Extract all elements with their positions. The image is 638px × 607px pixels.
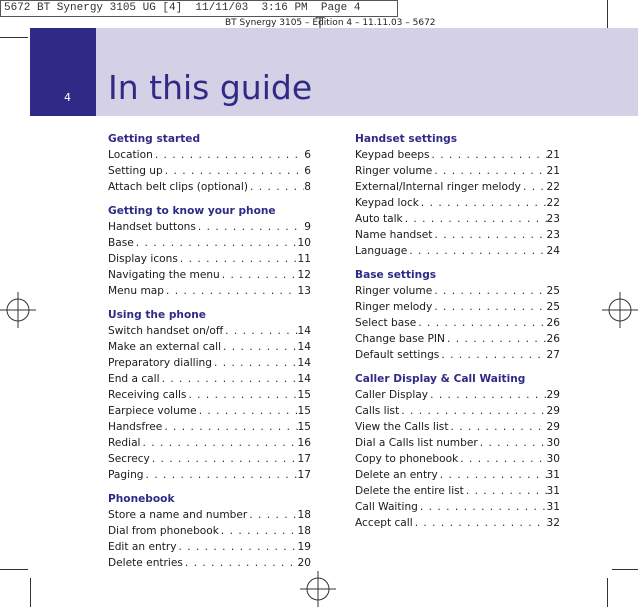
registration-mark-right-icon [602,292,638,328]
toc-entry[interactable] [355,499,560,515]
leader-dots [197,403,298,419]
toc-entry[interactable] [108,451,311,467]
toc-entry[interactable] [355,227,560,243]
toc-entry-label: Keypad beeps [355,149,430,161]
toc-entry[interactable] [108,555,311,571]
toc-entry-page: 29 [546,405,560,417]
toc-entry-page: 21 [546,149,560,161]
toc-entry[interactable] [355,435,560,451]
toc-entry-page: 26 [546,333,560,345]
toc-entry[interactable] [108,387,311,403]
toc-entry[interactable] [108,435,311,451]
toc-entry-page: 6 [304,149,311,161]
section-title: Caller Display & Call Waiting [355,373,526,385]
toc-entry[interactable] [108,539,311,555]
leader-dots [141,435,298,451]
toc-entry-label: View the Calls list [355,421,449,433]
toc-entry-label: Auto talk [355,213,403,225]
toc-entry-label: Switch handset on/off [108,325,224,337]
section-title: Handset settings [355,133,458,145]
toc-entry-page: 6 [304,165,311,177]
leader-dots [416,315,546,331]
toc-entry[interactable] [355,331,560,347]
toc-entry-label: Calls list [355,405,400,417]
toc-entry-page: 17 [297,469,311,481]
crop-mark-bottom-right-h [612,569,638,570]
toc-entry-page: 11 [297,253,311,265]
toc-entry-label: Handsfree [108,421,163,433]
section-title: Getting started [108,133,201,145]
leader-dots [220,267,298,283]
toc-entry[interactable] [355,163,560,179]
toc-entry[interactable] [355,179,560,195]
crop-mark-bottom-left-h [0,569,28,570]
leader-dots [219,523,298,539]
toc-entry-label: Attach belt clips (optional) [108,181,248,193]
toc-entry-page: 18 [297,509,311,521]
leader-dots [419,195,547,211]
toc-section [355,267,560,363]
toc-entry[interactable] [108,179,311,195]
toc-entry[interactable] [108,283,311,299]
leader-dots [144,467,298,483]
toc-entry-page: 14 [297,341,311,353]
leader-dots [160,371,298,387]
toc-entry-page: 26 [546,317,560,329]
toc-entry[interactable] [108,163,311,179]
toc-entry-label: Dial a Calls list number [355,437,478,449]
edition-line: BT Synergy 3105 – Edition 4 – 11.11.03 – 5672 [225,18,436,28]
toc-entry-label: Base [108,237,134,249]
page-tab [30,28,96,116]
toc-entry-label: Delete entries [108,557,183,569]
toc-entry-page: 24 [546,245,560,257]
toc-entry-label: Paging [108,469,144,481]
toc-entry-label: Receiving calls [108,389,187,401]
page-title: In this guide [108,68,313,107]
leader-dots [399,403,546,419]
toc-entry-label: Change base PIN [355,333,445,345]
leader-dots [178,251,298,267]
toc-entry-page: 14 [297,325,311,337]
toc-entry[interactable] [108,251,311,267]
toc-entry[interactable] [355,515,560,531]
crop-mark-bottom-right-v [607,578,608,607]
toc-entry-page: 20 [297,557,311,569]
leader-dots [432,163,546,179]
toc-entry-page: 17 [297,453,311,465]
toc-entry-page: 14 [297,373,311,385]
toc-entry-label: Menu map [108,285,164,297]
toc-entry[interactable] [108,219,311,235]
leader-dots [458,451,546,467]
toc-entry-page: 29 [546,389,560,401]
toc-entry[interactable] [355,211,560,227]
toc-entry-label: Edit an entry [108,541,177,553]
toc-entry[interactable] [108,355,311,371]
leader-dots [403,211,547,227]
section-title: Using the phone [108,309,206,321]
toc-entry[interactable] [108,147,311,163]
toc-entry[interactable] [355,283,560,299]
toc-entry-label: Caller Display [355,389,429,401]
toc-entry-label: Earpiece volume [108,405,197,417]
toc-entry-label: Preparatory dialling [108,357,212,369]
leader-dots [212,355,298,371]
toc-entry[interactable] [355,483,560,499]
toc-entry-page: 13 [297,285,311,297]
toc-entry-label: Name handset [355,229,433,241]
toc-entry-page: 9 [304,221,311,233]
leader-dots [196,219,304,235]
toc-entry-page: 22 [546,181,560,193]
leader-dots [432,299,546,315]
section-title: Base settings [355,269,437,281]
toc-entry-label: Handset buttons [108,221,196,233]
toc-entry-label: Dial from phonebook [108,525,219,537]
page-number: 4 [64,91,71,104]
toc-entry-page: 15 [297,421,311,433]
toc-section [108,491,311,571]
leader-dots [186,387,297,403]
toc-entry-label: End a call [108,373,160,385]
toc-entry-label: Call Waiting [355,501,418,513]
toc-entry[interactable] [108,419,311,435]
leader-dots [248,179,304,195]
toc-entry-label: Location [108,149,153,161]
toc-entry-page: 21 [546,165,560,177]
toc-entry-label: Accept call [355,517,413,529]
leader-dots [464,483,547,499]
toc-entry-page: 12 [297,269,311,281]
toc-entry[interactable] [355,403,560,419]
leader-dots [407,243,546,259]
toc-entry[interactable] [108,523,311,539]
leader-dots [430,147,547,163]
toc-entry-page: 32 [546,517,560,529]
toc-entry-page: 27 [546,349,560,361]
leader-dots [448,419,546,435]
toc-section [108,203,311,299]
toc-entry-page: 22 [546,197,560,209]
leader-dots [521,179,547,195]
toc-entry-page: 19 [297,541,311,553]
toc-entry-label: Delete the entire list [355,485,464,497]
toc-entry-label: Language [355,245,408,257]
toc-entry[interactable] [108,507,311,523]
print-slug: 5672 BT Synergy 3105 UG [4] 11/11/03 3:16 PM Page 4 [0,0,398,17]
toc-section [108,307,311,483]
toc-entry-page: 18 [297,525,311,537]
section-title: Getting to know your phone [108,205,276,217]
crop-mark-top-right-v [607,0,608,28]
toc-entry-page: 23 [546,229,560,241]
toc-entry-label: Default settings [355,349,440,361]
toc-entry-label: Make an external call [108,341,222,353]
toc-entry[interactable] [108,403,311,419]
toc-section [108,131,311,195]
leader-dots [163,163,305,179]
leader-dots [153,147,304,163]
toc-entry[interactable] [355,419,560,435]
toc-entry[interactable] [355,147,560,163]
toc-entry[interactable] [108,267,311,283]
toc-entry-page: 10 [297,237,311,249]
toc-entry-page: 8 [304,181,311,193]
toc-entry[interactable] [108,323,311,339]
leader-dots [418,499,547,515]
leader-dots [134,235,298,251]
leader-dots [413,515,547,531]
toc-entry-label: Keypad lock [355,197,419,209]
toc-entry[interactable] [355,315,560,331]
contents-left-column [108,131,311,579]
toc-entry-label: Ringer melody [355,301,433,313]
toc-entry-page: 30 [546,453,560,465]
leader-dots [428,387,546,403]
toc-entry-label: Ringer volume [355,165,433,177]
toc-entry[interactable] [355,387,560,403]
registration-mark-left-icon [0,292,36,328]
leader-dots [432,227,546,243]
leader-dots [183,555,298,571]
section-title: Phonebook [108,493,175,505]
toc-entry-page: 29 [546,421,560,433]
leader-dots [438,467,547,483]
toc-entry-label: Copy to phonebook [355,453,459,465]
toc-entry-page: 30 [546,437,560,449]
toc-entry-label: Store a name and number [108,509,248,521]
toc-section [355,371,560,531]
toc-entry[interactable] [108,371,311,387]
toc-entry-page: 14 [297,357,311,369]
toc-entry-page: 31 [546,469,560,481]
toc-entry[interactable] [355,195,560,211]
toc-entry-label: Setting up [108,165,163,177]
toc-entry-label: Ringer volume [355,285,433,297]
leader-dots [150,451,298,467]
toc-entry-label: Select base [355,317,417,329]
contents-right-column [355,131,560,539]
toc-entry-label: Navigating the menu [108,269,220,281]
toc-entry[interactable] [108,235,311,251]
crop-mark-top-left-h [0,37,28,38]
toc-entry-page: 25 [546,301,560,313]
toc-entry[interactable] [108,339,311,355]
leader-dots [432,283,546,299]
toc-entry-page: 31 [546,485,560,497]
toc-entry-page: 31 [546,501,560,513]
crop-mark-bottom-left-v [30,578,31,607]
toc-entry-page: 23 [546,213,560,225]
toc-entry-label: Secrecy [108,453,150,465]
toc-entry[interactable] [355,347,560,363]
leader-dots [223,323,297,339]
toc-entry-page: 25 [546,285,560,297]
toc-entry-label: Delete an entry [355,469,438,481]
toc-section [355,131,560,259]
toc-entry[interactable] [355,299,560,315]
toc-entry-page: 16 [297,437,311,449]
toc-entry-label: Display icons [108,253,178,265]
leader-dots [439,347,546,363]
leader-dots [164,283,298,299]
leader-dots [478,435,547,451]
toc-entry[interactable] [355,467,560,483]
leader-dots [445,331,547,347]
toc-entry-label: Redial [108,437,141,449]
toc-entry-page: 15 [297,405,311,417]
toc-entry[interactable] [355,243,560,259]
toc-entry-label: External/Internal ringer melody [355,181,521,193]
toc-entry[interactable] [355,451,560,467]
toc-entry[interactable] [108,467,311,483]
leader-dots [221,339,298,355]
toc-entry-page: 15 [297,389,311,401]
leader-dots [176,539,297,555]
leader-dots [162,419,297,435]
leader-dots [247,507,297,523]
